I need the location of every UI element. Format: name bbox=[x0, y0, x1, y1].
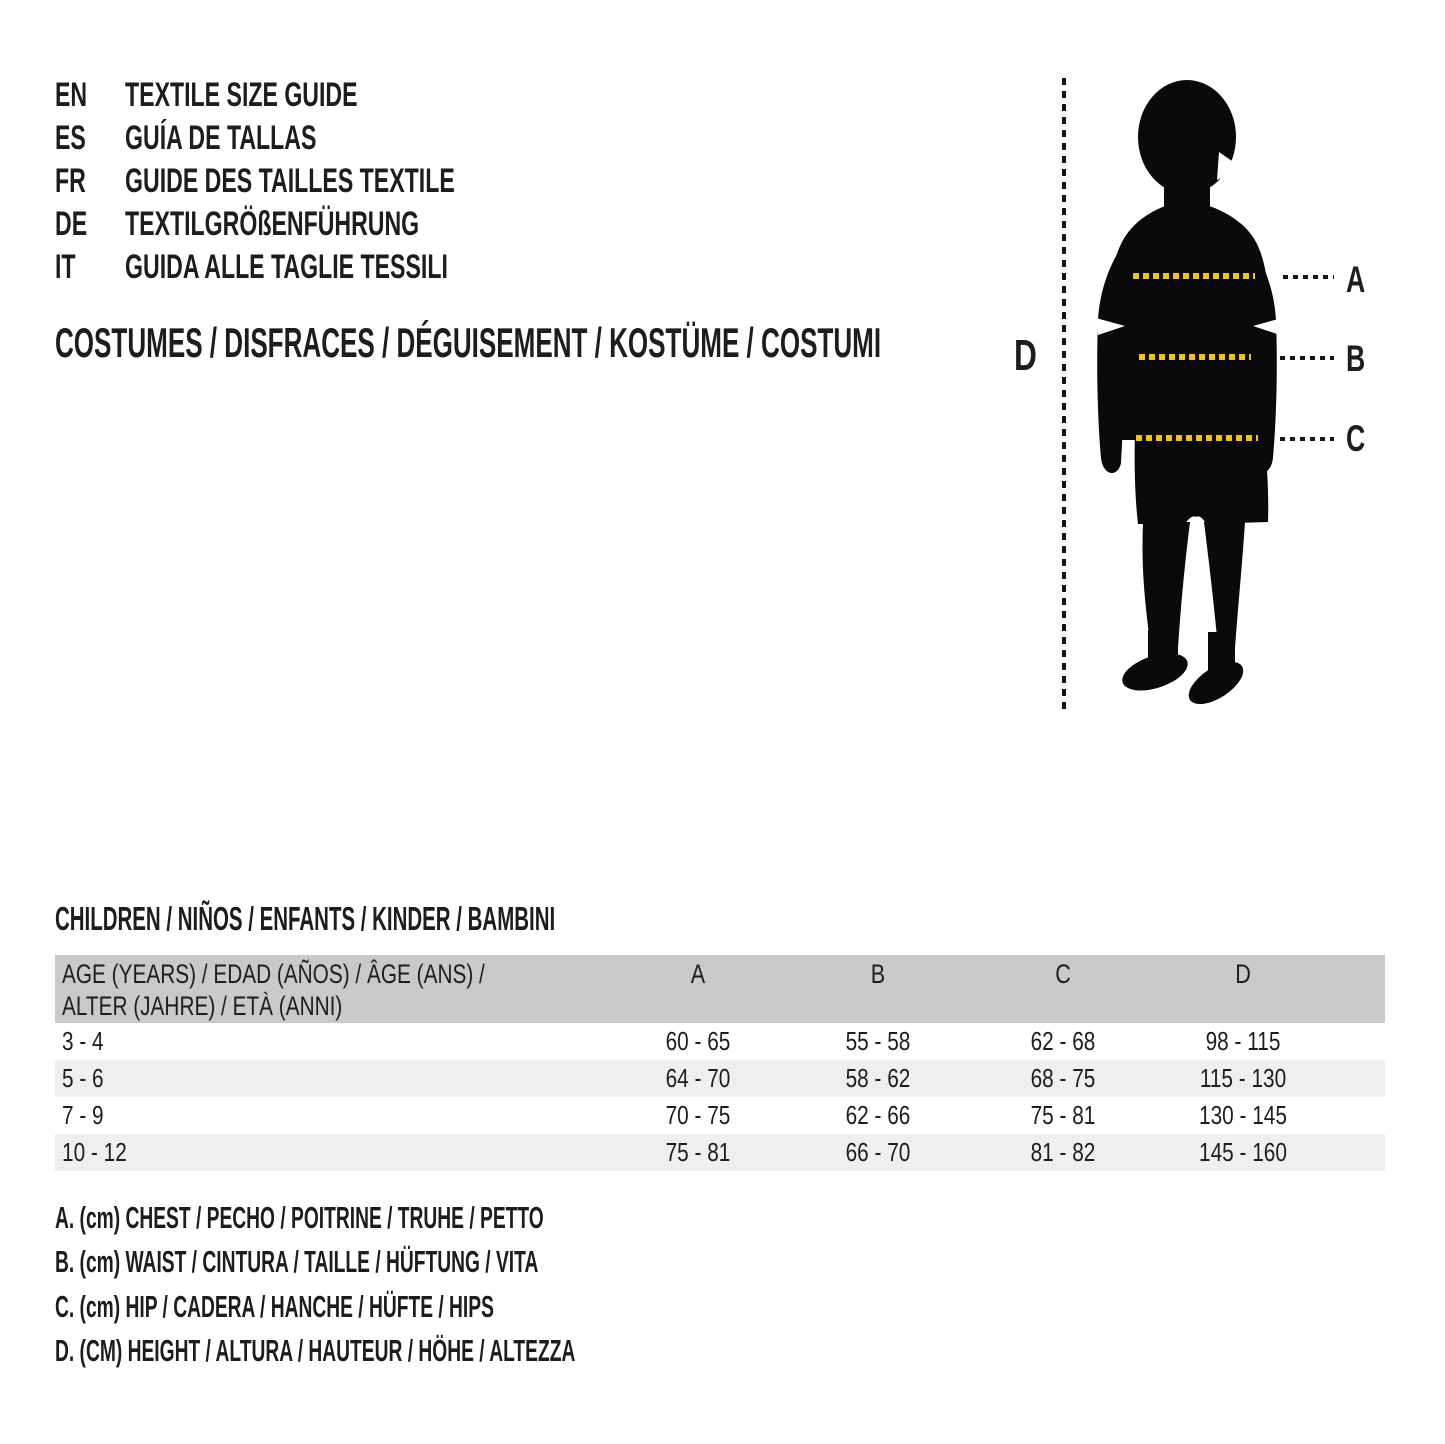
table-row bbox=[55, 1097, 1385, 1134]
height-cell: 115 - 130 bbox=[1199, 1063, 1287, 1093]
chest-cell: 70 - 75 bbox=[665, 1100, 731, 1130]
measure-legend bbox=[55, 1196, 894, 1373]
height-cell: 98 - 115 bbox=[1205, 1026, 1281, 1056]
legend-hip: C. (cm) HIP / CADERA / HANCHE / HÜFTE / HIPS bbox=[55, 1288, 494, 1324]
legend-height: D. (CM) HEIGHT / ALTURA / HAUTEUR / HÖHE / ALTEZZA bbox=[55, 1332, 576, 1368]
age-header-line1: AGE (YEARS) / EDAD (AÑOS) / ÂGE (ANS) / bbox=[62, 959, 485, 989]
children-section-title: CHILDREN / NIÑOS / ENFANTS / KINDER / BAMBINI bbox=[55, 900, 556, 937]
waist-label-b: B bbox=[1346, 338, 1366, 379]
age-header-line2: ALTER (JAHRE) / ETÀ (ANNI) bbox=[62, 991, 343, 1021]
guide-title-es: GUÍA DE TALLAS bbox=[125, 119, 317, 157]
language-row-it bbox=[55, 246, 455, 289]
table-header-row bbox=[55, 955, 1385, 1023]
height-measure-line bbox=[1062, 78, 1066, 713]
language-code: FR bbox=[55, 162, 86, 200]
age-cell: 3 - 4 bbox=[62, 1026, 104, 1056]
guide-title-it: GUIDA ALLE TAGLIE TESSILI bbox=[125, 248, 448, 286]
age-column-header bbox=[62, 958, 485, 1022]
hip-connector-line bbox=[1280, 437, 1334, 441]
chest-connector-line bbox=[1283, 275, 1334, 279]
table-row bbox=[55, 1060, 1385, 1097]
hip-cell: 81 - 82 bbox=[1030, 1137, 1096, 1167]
language-code: IT bbox=[55, 248, 76, 286]
language-row-de bbox=[55, 203, 455, 246]
chest-dash-line bbox=[1133, 273, 1255, 279]
guide-title-fr: GUIDE DES TAILLES TEXTILE bbox=[125, 162, 455, 200]
waist-cell: 62 - 66 bbox=[845, 1100, 911, 1130]
table-row bbox=[55, 1134, 1385, 1171]
column-header-c: C bbox=[1055, 959, 1071, 989]
waist-cell: 55 - 58 bbox=[845, 1026, 911, 1056]
hip-label-c: C bbox=[1346, 418, 1366, 459]
height-cell: 130 - 145 bbox=[1199, 1100, 1287, 1130]
guide-title-en: TEXTILE SIZE GUIDE bbox=[125, 76, 358, 114]
waist-dash-line bbox=[1139, 354, 1251, 360]
column-header-b: B bbox=[870, 959, 886, 989]
column-header-a: A bbox=[690, 959, 706, 989]
waist-connector-line bbox=[1280, 356, 1334, 360]
chest-cell: 75 - 81 bbox=[665, 1137, 731, 1167]
category-heading: COSTUMES / DISFRACES / DÉGUISEMENT / KOSTÜME / COSTUMI bbox=[55, 319, 882, 366]
age-cell: 10 - 12 bbox=[62, 1137, 127, 1167]
language-row-en bbox=[55, 74, 455, 117]
language-row-fr bbox=[55, 160, 455, 203]
hip-dash-line bbox=[1136, 435, 1258, 441]
hip-cell: 68 - 75 bbox=[1030, 1063, 1096, 1093]
language-code: EN bbox=[55, 76, 88, 114]
chest-cell: 60 - 65 bbox=[665, 1026, 731, 1056]
hip-cell: 75 - 81 bbox=[1030, 1100, 1096, 1130]
legend-chest: A. (cm) CHEST / PECHO / POITRINE / TRUHE / PETTO bbox=[55, 1200, 544, 1235]
hip-cell: 62 - 68 bbox=[1030, 1026, 1096, 1056]
column-header-d: D bbox=[1235, 959, 1251, 989]
child-silhouette-figure bbox=[1085, 72, 1295, 712]
age-cell: 7 - 9 bbox=[62, 1100, 104, 1130]
height-cell: 145 - 160 bbox=[1199, 1137, 1287, 1167]
chest-cell: 64 - 70 bbox=[665, 1063, 731, 1093]
language-code: ES bbox=[55, 119, 86, 157]
age-cell: 5 - 6 bbox=[62, 1063, 104, 1093]
language-code: DE bbox=[55, 205, 88, 243]
language-guide-list bbox=[55, 74, 643, 289]
height-label-d: D bbox=[1014, 331, 1037, 380]
chest-label-a: A bbox=[1346, 259, 1366, 300]
guide-title-de: TEXTILGRÖßENFÜHRUNG bbox=[125, 205, 420, 243]
legend-waist: B. (cm) WAIST / CINTURA / TAILLE / HÜFTUNG / VITA bbox=[55, 1244, 539, 1280]
table-row bbox=[55, 1023, 1385, 1060]
language-row-es bbox=[55, 117, 455, 160]
children-size-table bbox=[55, 955, 1385, 1171]
waist-cell: 58 - 62 bbox=[845, 1063, 911, 1093]
waist-cell: 66 - 70 bbox=[845, 1137, 911, 1167]
